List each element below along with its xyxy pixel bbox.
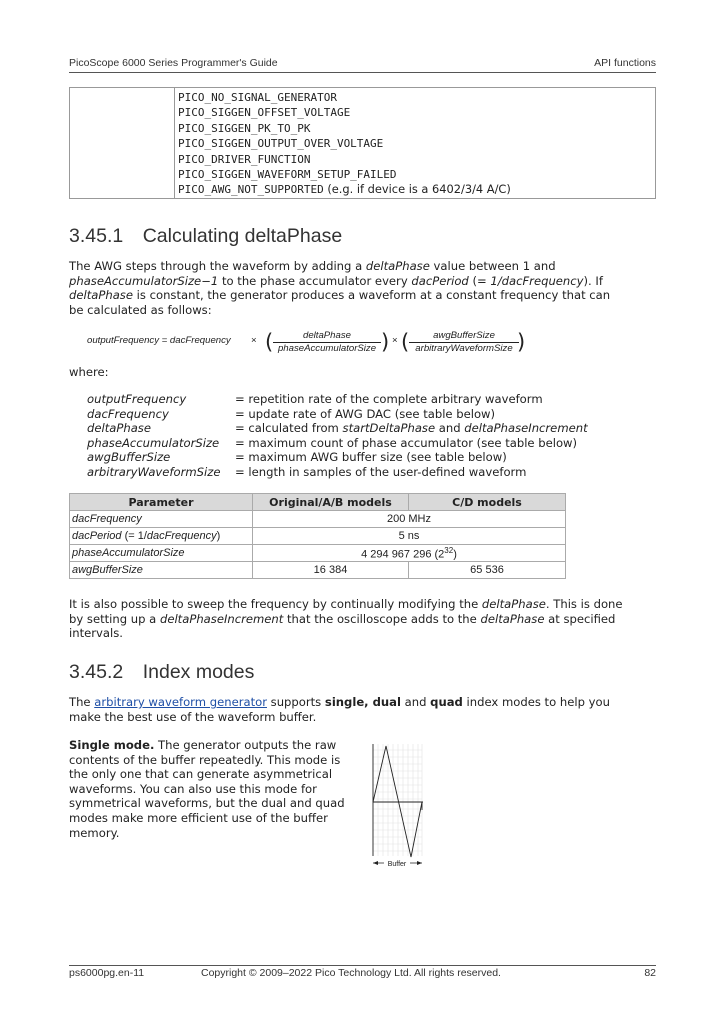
table-row: awgBufferSize 16 384 65 536 [70,562,566,579]
column-header: Original/A/B models [253,494,409,511]
header-rule [69,72,656,73]
table-row: phaseAccumulatorSize 4 294 967 296 $(2^{32})$ [70,545,566,562]
table-header-row [70,494,566,511]
footer-doc-id: ps6000pg.en-11 [69,967,145,979]
page-number: 82 [644,967,656,979]
footer-copyright: Copyright © 2009–2022 Pico Technology Ltd. All rights reserved. [201,967,501,979]
definition-row: dacFrequency = update rate of AWG DAC (see table below) [87,406,496,421]
return-code-note: (e.g. if device is a 6402/3/4 A/C) [323,182,511,197]
column-header: C/D models [409,494,566,511]
return-code: PICO_SIGGEN_WAVEFORM_SETUP_FAILED [178,168,397,182]
awg-link[interactable]: arbitrary waveform generator [94,695,267,709]
formula-paren: ) [381,330,390,354]
return-code: PICO_DRIVER_FUNCTION [178,152,311,166]
section-heading-deltaphase: 3.45.1 Calculating deltaPhase [69,225,343,247]
formula-times: × [392,335,398,346]
return-codes-cell [178,90,511,198]
formula-paren: ( [265,330,274,354]
single-mode-waveform-figure [370,744,426,870]
return-code: PICO_NO_SIGNAL_GENERATOR [178,91,337,104]
formula-paren: ) [517,330,526,354]
formula-lhs: outputFrequency = dacFrequency [87,335,231,346]
running-header-section: API functions [594,57,656,69]
definition-row: awgBufferSize = maximum AWG buffer size (see table below) [87,450,507,465]
table-row: dacPeriod (= 1/dacFrequency) 5 ns [70,528,566,545]
index-modes-paragraph: The arbitrary waveform generator supports single, dual and quad index modes to help you make the best use of the waveform buffer. [69,695,610,724]
return-code: PICO_SIGGEN_PK_TO_PK [178,121,311,135]
definitions-list [87,392,588,480]
definition-row: arbitraryWaveformSize = length in samples of the user-defined waveform [87,464,527,479]
single-mode-paragraph: Single mode. The generator outputs the raw contents of the buffer repeatedly. This mode is the only one that can generate asymmetrical waveforms. You can also use this mode for symmetrical waveforms, but the dual and quad modes make more efficient use of the buffer memory. [69,738,345,840]
formula-fraction-2: awgBufferSize arbitraryWaveformSize [409,330,519,354]
formula-fraction-1: deltaPhase phaseAccumulatorSize [273,330,381,354]
where-label: where: [69,365,109,379]
intro-paragraph: The AWG steps through the waveform by adding a deltaPhase value between 1 and phaseAccumulatorSize−1 to the phase accumulator every dacPeriod (= 1/dacFrequency). If deltaPhase is constant, the generator produces a waveform at a constant frequency that can be calculated as follows: [69,259,611,317]
definition-row: outputFrequency = repetition rate of the complete arbitrary waveform [87,392,543,406]
return-code: PICO_SIGGEN_OUTPUT_OVER_VOLTAGE [178,137,384,151]
return-code: PICO_SIGGEN_OFFSET_VOLTAGE [178,106,351,120]
definition-row: phaseAccumulatorSize = maximum count of phase accumulator (see table below) [87,435,578,450]
footer-rule [69,965,656,966]
return-code: PICO_AWG_NOT_SUPPORTED [178,183,324,197]
definition-row: deltaPhase = calculated from startDeltaPhase and deltaPhaseIncrement [87,421,588,436]
sweep-paragraph: It is also possible to sweep the frequency by continually modifying the deltaPhase. This is done by setting up a deltaPhaseIncrement that the oscilloscope adds to the deltaPhase at specified intervals. [69,597,623,641]
return-codes-table [69,87,656,199]
buffer-axis-label: Buffer [387,861,407,868]
table-row: dacFrequency 200 MHz [70,511,566,528]
section-heading-index-modes: 3.45.2 Index modes [69,661,255,683]
formula-times: × [251,335,257,346]
running-header-title: PicoScope 6000 Series Programmer's Guide [69,57,278,69]
formula-paren: ( [401,330,410,354]
awg-parameter-table [69,493,566,579]
column-header: Parameter [70,494,253,511]
